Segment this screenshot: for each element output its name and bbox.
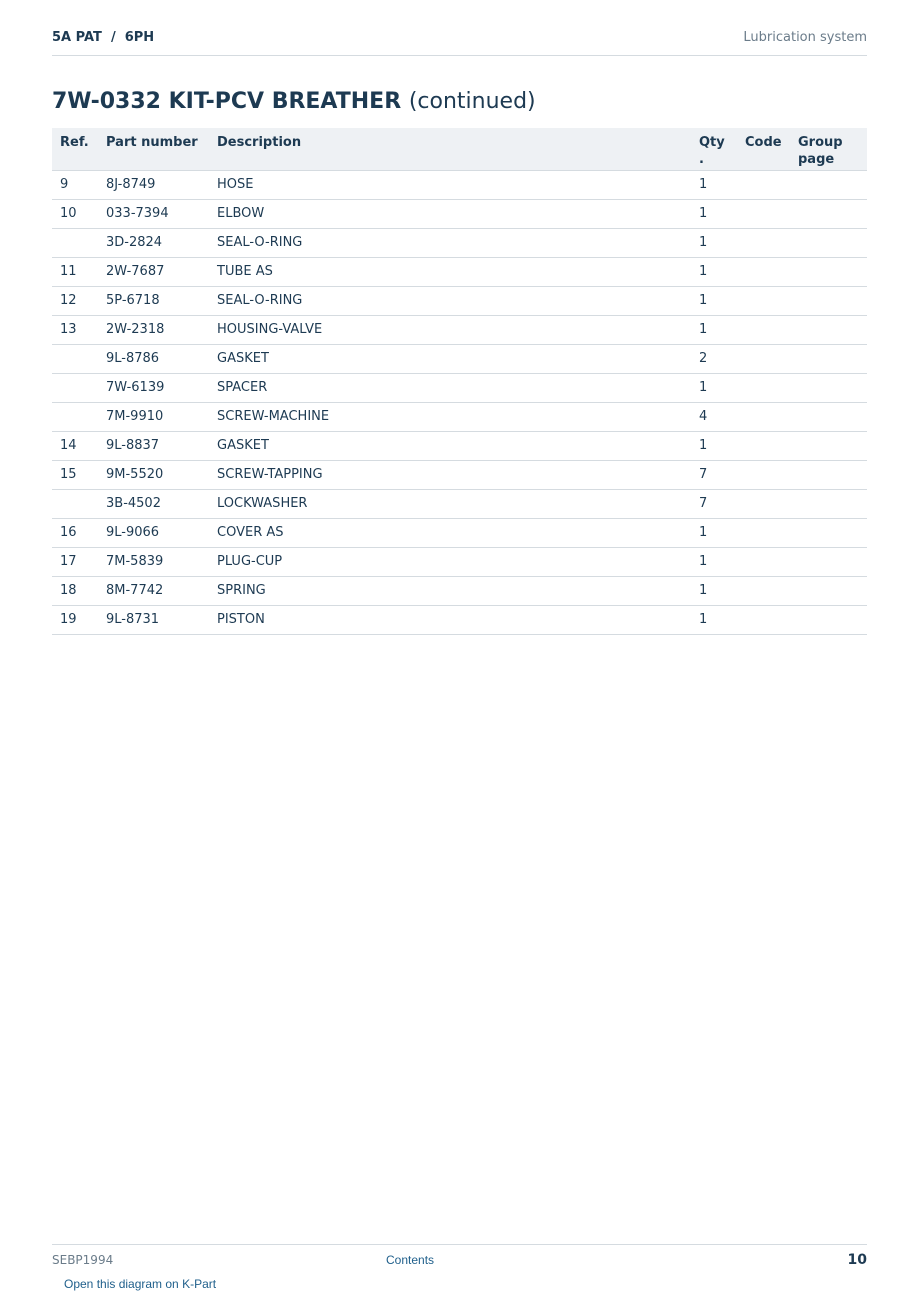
ref-cell: 12	[52, 286, 98, 315]
group-page-cell	[790, 257, 867, 286]
ref-cell: 17	[52, 547, 98, 576]
table-row	[52, 344, 867, 373]
table-row	[52, 431, 867, 460]
part-number-cell: 5P-6718	[98, 286, 209, 315]
description-cell: GASKET	[209, 431, 691, 460]
part-number-cell: 3B-4502	[98, 489, 209, 518]
code-cell	[737, 431, 790, 460]
code-cell	[737, 576, 790, 605]
part-number-cell: 7W-6139	[98, 373, 209, 402]
table-row	[52, 286, 867, 315]
qty-cell: 1	[691, 257, 737, 286]
table-row	[52, 489, 867, 518]
ref-cell	[52, 228, 98, 257]
ref-cell: 18	[52, 576, 98, 605]
ref-cell: 14	[52, 431, 98, 460]
qty-cell: 1	[691, 518, 737, 547]
contents-link[interactable]: Contents	[386, 1253, 435, 1267]
ref-cell	[52, 373, 98, 402]
part-number-cell: 9M-5520	[98, 460, 209, 489]
part-number-cell: 9L-8786	[98, 344, 209, 373]
group-page-cell	[790, 344, 867, 373]
code-cell	[737, 402, 790, 431]
table-row	[52, 315, 867, 344]
parts-table	[52, 128, 867, 635]
table-row	[52, 547, 867, 576]
code-cell	[737, 228, 790, 257]
description-cell: TUBE AS	[209, 257, 691, 286]
group-page-cell	[790, 373, 867, 402]
table-row	[52, 373, 867, 402]
ref-cell: 10	[52, 199, 98, 228]
qty-cell: 7	[691, 460, 737, 489]
group-page-cell	[790, 286, 867, 315]
ref-cell: 15	[52, 460, 98, 489]
ref-cell: 16	[52, 518, 98, 547]
ref-cell: 19	[52, 605, 98, 634]
qty-cell: 1	[691, 199, 737, 228]
qty-cell: 1	[691, 373, 737, 402]
kit-title: 7W-0332 KIT-PCV BREATHER	[52, 89, 402, 114]
description-cell: ELBOW	[209, 199, 691, 228]
col-ref: Ref.	[52, 128, 98, 170]
qty-cell: 1	[691, 605, 737, 634]
document-id: SEBP1994	[52, 1253, 114, 1267]
part-number-cell: 3D-2824	[98, 228, 209, 257]
group-page-cell	[790, 489, 867, 518]
group-page-cell	[790, 170, 867, 199]
group-page-cell	[790, 547, 867, 576]
code-cell	[737, 489, 790, 518]
qty-cell: 1	[691, 228, 737, 257]
code-cell	[737, 460, 790, 489]
table-row	[52, 402, 867, 431]
ref-cell	[52, 344, 98, 373]
col-code: Code	[737, 128, 790, 170]
page-header	[52, 28, 867, 56]
description-cell: HOUSING-VALVE	[209, 315, 691, 344]
qty-cell: 1	[691, 431, 737, 460]
group-page-cell	[790, 315, 867, 344]
group-page-cell	[790, 605, 867, 634]
ref-cell: 9	[52, 170, 98, 199]
section-name: Lubrication system	[743, 30, 867, 45]
code-cell	[737, 286, 790, 315]
description-cell: SCREW-MACHINE	[209, 402, 691, 431]
ref-cell: 13	[52, 315, 98, 344]
code-cell	[737, 170, 790, 199]
continued-label: (continued)	[408, 89, 536, 114]
table-row	[52, 199, 867, 228]
code-cell	[737, 518, 790, 547]
col-part-number: Part number	[98, 128, 209, 170]
qty-cell: 7	[691, 489, 737, 518]
qty-cell: 2	[691, 344, 737, 373]
part-number-cell: 2W-2318	[98, 315, 209, 344]
footer-divider	[52, 1244, 867, 1245]
description-cell: LOCKWASHER	[209, 489, 691, 518]
part-number-cell: 7M-9910	[98, 402, 209, 431]
group-page-cell	[790, 460, 867, 489]
group-page-cell	[790, 402, 867, 431]
group-page-cell	[790, 431, 867, 460]
qty-cell: 1	[691, 547, 737, 576]
description-cell: SEAL-O-RING	[209, 228, 691, 257]
table-row	[52, 518, 867, 547]
code-cell	[737, 373, 790, 402]
part-number-cell: 033-7394	[98, 199, 209, 228]
qty-cell: 1	[691, 576, 737, 605]
group-page-cell	[790, 576, 867, 605]
table-row	[52, 605, 867, 634]
description-cell: SCREW-TAPPING	[209, 460, 691, 489]
part-number-cell: 8M-7742	[98, 576, 209, 605]
code-cell	[737, 547, 790, 576]
part-number-cell: 9L-8837	[98, 431, 209, 460]
part-number-cell: 2W-7687	[98, 257, 209, 286]
qty-cell: 1	[691, 170, 737, 199]
page-number: 10	[847, 1252, 867, 1268]
code-cell	[737, 199, 790, 228]
ref-cell	[52, 402, 98, 431]
description-cell: PISTON	[209, 605, 691, 634]
table-header-row	[52, 128, 867, 170]
col-description: Description	[209, 128, 691, 170]
table-row	[52, 170, 867, 199]
description-cell: GASKET	[209, 344, 691, 373]
part-number-cell: 7M-5839	[98, 547, 209, 576]
group-page-cell	[790, 199, 867, 228]
table-row	[52, 257, 867, 286]
col-qty: Qty .	[691, 128, 737, 170]
description-cell: SEAL-O-RING	[209, 286, 691, 315]
page-title	[52, 89, 536, 114]
code-cell	[737, 257, 790, 286]
table-row	[52, 460, 867, 489]
table-row	[52, 576, 867, 605]
description-cell: COVER AS	[209, 518, 691, 547]
description-cell: SPACER	[209, 373, 691, 402]
description-cell: SPRING	[209, 576, 691, 605]
model-series: 5A PAT / 6PH	[52, 30, 155, 45]
col-group-page: Group page	[790, 128, 867, 170]
description-cell: PLUG-CUP	[209, 547, 691, 576]
qty-cell: 1	[691, 286, 737, 315]
code-cell	[737, 315, 790, 344]
parts-table-body	[52, 170, 867, 634]
qty-cell: 1	[691, 315, 737, 344]
qty-cell: 4	[691, 402, 737, 431]
part-number-cell: 9L-9066	[98, 518, 209, 547]
part-number-cell: 9L-8731	[98, 605, 209, 634]
code-cell	[737, 344, 790, 373]
open-kpart-link[interactable]: Open this diagram on K-Part	[64, 1277, 217, 1291]
ref-cell	[52, 489, 98, 518]
ref-cell: 11	[52, 257, 98, 286]
group-page-cell	[790, 518, 867, 547]
table-row	[52, 228, 867, 257]
part-number-cell: 8J-8749	[98, 170, 209, 199]
group-page-cell	[790, 228, 867, 257]
description-cell: HOSE	[209, 170, 691, 199]
code-cell	[737, 605, 790, 634]
